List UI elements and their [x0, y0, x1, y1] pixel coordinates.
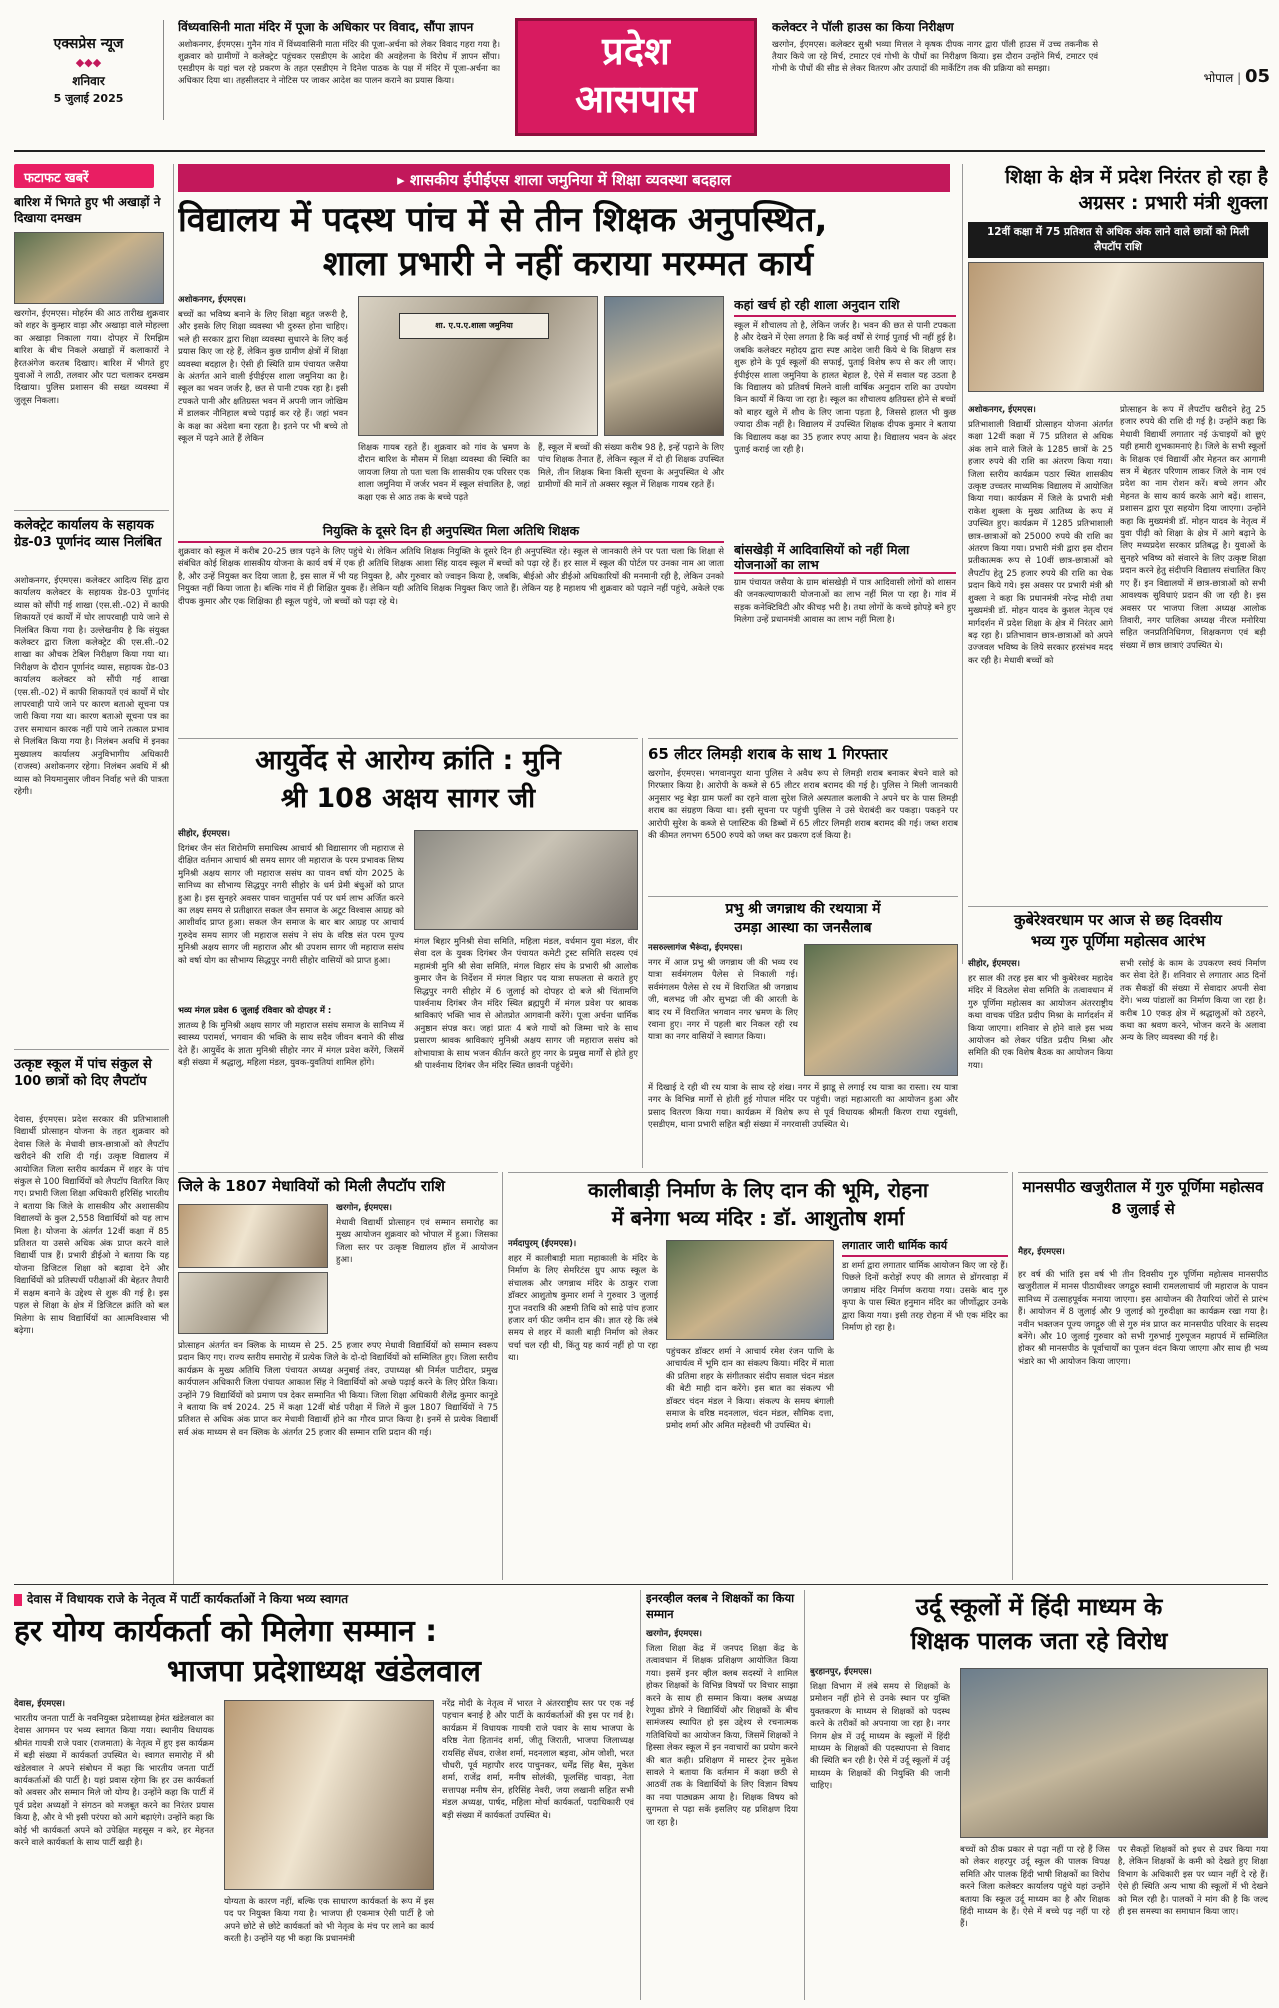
ayurveda-byline: सीहोर, ईएमएस। [178, 829, 230, 839]
liquor-top-rule [648, 738, 958, 739]
kalibadi-col1 [508, 1238, 658, 1576]
main-sub3-body: ग्राम पंचायत जसैया के ग्राम बांसखेड़ी में पात्र आदिवासी लोगों को शासन की जनकल्याणकारी योजनाओं का लाभ नहीं मिल पा रहा है। गांव में सड़क कनेक्टिविटी और कीचड़ भरी है। तथा लोगों के कच्चे झोपड़े बने हुए मिलेगा उन्हें प्रधानमंत्री आवास का लाभ नहीं मिला है। [734, 578, 956, 626]
kalibadi-sub-body: डा शर्मा द्वारा लगातार धार्मिक आयोजन किए जा रहे हैं। पिछले दिनों करोड़ों रुपए की लागत से डोंगरवाड़ा में जगन्नाथ मंदिर निर्माण कराया गया। उसके बाद गुरु कृपा के पास स्थित हनुमान मंदिर का जीर्णोद्धार उनके द्वारा किया गया। इसी तरह रोहना में भी एक मंदिर का निर्माण हो रहा है। [842, 1261, 1008, 1334]
laptop-story [178, 1176, 498, 1576]
left-teaser-body: अशोकनगर, ईएमएस। गुनैन गांव में विंध्यवासिनी माता मंदिर की पूजा-अर्चना को लेकर विवाद गहरा गया है। शुक्रवार को ग्रामीणों ने कलेक्ट्रेट पहुंचकर एसडीएम के आदेश की अवहेलना के विरोध में ज्ञापन सौंपा। एसडीएम के यहां चल रहे प्रकरण के तहत एसडीएम ने दिनेश पाठक के पक्ष में मंदिर में पूजा-अर्चना का अधिकार दिया था। तहसीलदार ने नोटिस पर जाकर आदेश का पालन कराने का प्रयास किया। [178, 39, 500, 85]
urdu-col1 [810, 1666, 950, 2000]
school-photo-building [358, 296, 598, 436]
ayurveda-col1 [178, 828, 404, 1168]
main-sub1-heading: नियुक्ति के दूसरे दिन ही अनुपस्थित मिला अतिथि शिक्षक [178, 522, 724, 543]
laptop-body: प्रोत्साहन अंतर्गत वन क्लिक के माध्यम से 25. 25 हजार रुपए मेधावी विद्यार्थियों को सम्मान स्वरूप प्रदान किए गए। राज्य स्तरीय समारोह में प्रत्येक जिले के दो-दो विद्यार्थियों को सम्मिलित हुए। जिला स्तरीय कार्यक्रम के मुख्य अतिथि जिला पंचायत अध्यक्ष अनुबाई तंवर, उपाध्यक्ष श्री निर्मल पाटीदार, प्रमुख कार्यपालन अधिकारी जिला पंचायत आकाश सिंह ने विद्यार्थियों को अच्छे पढ़ाई करने के लिए प्रेरित किया। उन्होंने 79 विद्यार्थियों को प्रमाण पत्र देकर सम्मानित भी किया। जिला शिक्षा अधिकारी शैलेंद्र कुमार कानूडे ने बताया कि वर्ष 2024. 25 में कक्षा 12वीं बोर्ड परीक्षा में जिले में कुल 1807 विद्यार्थियों ने 75 प्रतिशत से अधिक अंक प्राप्त कर मेधावी विद्यार्थी होने का गौरव प्राप्त किया है। इनमें से प्रत्येक विद्यार्थी सर्व अंक माध्यम से वन क्लिक के अंतर्गत 25 हजार की सम्मान राशि प्रदान की गई। [178, 1341, 498, 1438]
left-column-rule [173, 164, 174, 1584]
urdu-col2-body: बच्चों को ठीक प्रकार से पढ़ा नहीं पा रहे हैं जिस को लेकर शहरपुर उर्दू स्कूल की पालक विपक्ष समिति और पालक हिंदी भाषी शिक्षकों का विरोध करने जिला कलेक्टर कार्यालय पहुंचे यहां उन्होंने बताया कि स्कूल उर्दू माध्यम का है और शिक्षक हिंदी माध्यम के हैं। ऐसे में बच्चे पढ़ नहीं पा रहे हैं। [960, 1845, 1110, 1930]
ayurveda-story [178, 742, 638, 1168]
main-headline-line2: शाला प्रभारी ने नहीं कराया मरम्मत कार्य [322, 244, 814, 284]
rathyatra-byline: नसरुल्लागंज भैरूंदा, ईएमएस। [648, 943, 743, 953]
left-column [14, 164, 169, 1584]
kalibadi-subhead: लगातार जारी धार्मिक कार्य [842, 1238, 1008, 1257]
bjp-photo [224, 1700, 434, 1890]
ayurveda-headline-line1: आयुर्वेद से आरोग्य क्रांति : मुनि [255, 745, 561, 776]
rathyatra-headline-line2: उमड़ा आस्था का जनसैलाब [734, 920, 872, 936]
kuber-col2-body: सभी रसोई के काम के उपकरण स्वयं निर्माण कर सेवा देते हैं। शनिवार से लगातार आठ दिनों तक सैकड़ों की संख्या में सेवादार अपनी सेवा देंगे। भव्य पांडालों का निर्माण किया जा रहा है। करीब 10 एकड़ क्षेत्र में श्रद्धालुओं को ठहरने, कथा का श्रवण करने, भोजन करने के अलावा अन्य के लिए व्यवस्था की गई है। [1120, 959, 1266, 1044]
kalibadi-headline-line1: कालीबाड़ी निर्माण के लिए दान की भूमि, रोहना [587, 1178, 929, 1202]
liquor-headline: 65 लीटर लिमड़ी शराब के साथ 1 गिरफ्तार [648, 745, 888, 763]
paper-name: एक्सप्रेस न्यूज [53, 36, 124, 52]
mansapeeth-body: हर वर्ष की भांति इस वर्ष भी तीन दिवसीय गुरु पूर्णिमा महोत्सव मानसपीठ खजुरीताल में मानस पीठाधीश्वर जगद्गुरु स्वामी रामललाचार्य जी महाराज के पावन सानिध्य में उत्साहपूर्वक मनाया जाएगा। इस आयोजन की तैयारियां जोरों से प्रारंभ हैं। आयोजन में 8 जुलाई और 9 जुलाई को गुरुदीक्षा का कार्यक्रम रखा गया है। नवीन भक्तजन पूज्य जगद्गुरु जी से गुरु मंत्र प्राप्त कर मानसपीठ परिवार के सदस्य बनेंगे। और 10 जुलाई गुरुवार को सभी गुरुभाई गुरुपूजन महापर्व में सम्मिलित होकर श्री मानसपीठ के पूर्वाचार्यों का पूजन वंदन किया जाएगा और साथ ही भव्य भंडारे का भी आयोजन किया जाएगा। [1018, 1270, 1268, 1367]
rathyatra-body1: नगर में आज प्रभु श्री जगन्नाथ जी की भव्य रथ यात्रा सर्वमंगलम पैलेस से निकाली गई। सर्वमंगलम पैलेस से रथ में विराजित श्री जगन्नाथ जी, बलभद्र जी और सुभद्रा जी की आरती के बाद रथ में विराजित भगवान नगर भ्रमण के लिए रवाना हुए। नगर में पहली बार निकल रही रथ यात्रा का नगर वासियों ने स्वागत किया। [648, 958, 798, 1043]
main-col2-body: शिक्षक गायब रहते हैं। शुक्रवार को गांव के भ्रमण के दौरान बारिश के मौसम में शिक्षा व्यवस्था की स्थिति का जायजा लिया तो पता चला कि शासकीय एक परिसर एक शाला जमुनिया में जर्जर भवन में स्कूल संचालित है, जहां कक्षा एक से आठ तक के बच्चे पढ़ते [358, 443, 530, 503]
bjp-byline: देवास, ईएमएस। [14, 1699, 66, 1709]
bjp-headline-line2: भाजपा प्रदेशाध्यक्ष खंडेलवाल [167, 1654, 481, 1689]
section-title-line2: आसपास [575, 77, 697, 121]
ayurveda-sub-body: ज्ञातव्य है कि मुनिश्री अक्षय सागर जी महाराज ससंघ समाज के सानिध्य में स्वास्थ्य परामर्श, भगवान की भक्ति के साथ सदैव जीवन बनाने की सीख देते हैं। आयुर्वेद के ज्ञाता मुनिश्री सीहोर नगर में मंगल प्रवेश करेंगे, जिसमें बड़ी संख्या में श्रद्धालु, महिला मंडल, युवक-युवतियां शामिल होंगे। [178, 1021, 404, 1069]
folio-page-number: 05 [1244, 66, 1270, 87]
innerwheel-body: जिला शिक्षा केंद्र में जनपद शिक्षा केंद्र के तत्वावधान में शिक्षक प्रशिक्षण आयोजित किया गया। इसमें इनर व्हील क्लब सदस्यों ने शामिल होकर शिक्षकों के विभिन्न विषयों पर विचार साझा करने के साथ ही सम्मान किया। क्लब अध्यक्ष रेणुका डोंगरे ने विद्यार्थियों और शिक्षकों के बीच सामंजस्य स्थापित हो इस उद्देश्य से रचनात्मक गतिविधियों का आयोजन किया, जिसमें शिक्षकों ने हिस्सा लेकर स्कूल में इन नवाचारों का प्रयोग करने की बात कही। प्रशिक्षण में मास्टर ट्रेनर मुकेश सावले ने बताया कि वर्तमान में कक्षा छठी से आठवीं तक के विद्यार्थियों के लिए विज्ञान विषय का नया पाठ्यक्रम आया है। शिक्षक विषय को सुगमता से पढ़ा सकें इसलिए यह प्रशिक्षण दिया जा रहा है। [646, 1644, 798, 1828]
kuber-top-rule [968, 906, 1268, 907]
main-sub3-heading: बांसखेड़ी में आदिवासियों को नहीं मिला योजनाओं का लाभ [734, 542, 956, 574]
innerwheel-headline: इनरव्हील क्लब ने शिक्षकों का किया सम्मान [646, 1591, 795, 1621]
school-photo-classroom [604, 296, 724, 436]
main-sub2-body: स्कूल में शौचालय तो है, लेकिन जर्जर है। भवन की छत से पानी टपकता है और देखने में ऐसा लगता है कि कई वर्षों से रंगाई पुताई भी नहीं हुई है। जबकि कलेक्टर महोदय द्वारा स्पष्ट आदेश जारी किये थे कि शिक्षण सत्र शुरू होने के पूर्व स्कूलों की सफाई, पुताई विशेष रूप से कर ली जाए। ईपीईएस शाला जमुनिया के हालत बेहाल है, ऐसे में सवाल यह उठता है कि विद्यालय को प्रतिवर्ष मिलने वाली वार्षिक अनुदान राशि का उपयोग किन कार्यों में किया जा रहा है। स्कूल का शौचालय क्षतिग्रस्त होने से बच्चों को बाहर खुले में शौच के लिए जाना पड़ता है, जिससे हालत भी कुछ ज्यादा ठीक नहीं है। विद्यालय में उपस्थित शिक्षक दीपक कुमार ने बताया कि विद्यालय कक्ष का 35 हजार रुपए आया है। विद्यालय भवन के अंदर पुताई कराई जा रही है। [734, 321, 956, 456]
innerwheel-byline: खरगोन, ईएमएस। [646, 1629, 702, 1639]
right-col1-body: प्रतिभाशाली विद्यार्थी प्रोत्साहन योजना अंतर्गत कक्षा 12वीं कक्षा में 75 प्रतिशत से अधिक अंक लाने वाले जिले के 1285 छात्रों के 25 हजार रुपये की राशि का अंतरण किया गया। जिला स्तरीय कार्यक्रम पठार स्थित शासकीय उत्कृष्ट उच्चतर माध्यमिक विद्यालय में आयोजित किया गया। कार्यक्रम में जिले के प्रभारी मंत्री राकेश शुक्ला के मुख्य आतिथ्य के रूप में उपस्थित हुए। कार्यक्रम में 1285 प्रतिभाशाली छात्र-छात्राओं को 25000 रुपये की राशि का अंतरण किया गया। प्रभारी मंत्री द्वारा इस दौरान प्रतीकात्मक रूप से 10वीं छात्र-छात्राओं को लैपटॉप हेतु 25 हजार रुपये की राशि का चेक प्रदान किये गये। इस अवसर पर प्रभारी मंत्री श्री शुक्ला ने कहा कि प्रधानमंत्री नरेन्द्र मोदी तथा मुख्यमंत्री डॉ. मोहन यादव के कुशल नेतृत्व एवं मार्गदर्शन में प्रदेश शिक्षा के क्षेत्र में निरंतर आगे बढ़ रहा है। प्रतिभावान छात्र-छात्राओं को अपने उज्जवल भविष्य के लिये सरकार हरसंभव मदद कर रही है। मेधावी बच्चों को [968, 420, 1113, 666]
left-column-header: फटाफट खबरें [14, 164, 154, 188]
laptop-photo-1 [178, 1204, 328, 1268]
left-teaser-headline: विंध्यवासिनी माता मंदिर में पूजा के अधिकार पर विवाद, सौंपा ज्ञापन [178, 20, 474, 34]
laptop-intro-col [336, 1202, 498, 1334]
story3-body: देवास, ईएमएस। प्रदेश सरकार की प्रतिभाशाली विद्यार्थी प्रोत्साहन योजना के तहत शुक्रवार को देवास जिले के मेधावी छात्र-छात्राओं को लैपटॉप खरीदने की राशि दी गई। उत्कृष्ट विद्यालय में आयोजित जिला स्तरीय कार्यक्रम में शहर के पांच संकुल से 100 विद्यार्थियों को लैपटॉप वितरित किए गए। प्रभारी जिला शिक्षा अधिकारी हरिसिंह भारतीय ने बताया कि जिले के शासकीय और अशासकीय विद्यालयों के कुल 2,558 विद्यार्थियों को यह लाभ मिला है। योजना के अंतर्गत 12वीं कक्षा में 85 प्रतिशत या उससे अधिक अंक प्राप्त करने वाले विद्यार्थी पात्र हैं। प्रभारी डीईओ ने बताया कि यह योजना डिजिटल शिक्षा को बढ़ावा देने और विद्यार्थियों को प्रतिस्पर्धी परीक्षाओं की बेहतर तैयारी में सक्षम बनाने के उद्देश्य से शुरू की गई है। इस पहल से शिक्षा के क्षेत्र में डिजिटल क्रांति को बल मिलेगा के साथ विद्यार्थियों का आत्मविश्वास भी बढ़ेगा। [14, 1115, 169, 1336]
story2-body: अशोकनगर, ईएमएस। कलेक्टर आदित्य सिंह द्वारा कार्यालय कलेक्टर के सहायक ग्रेड-03 पूर्णानंद व्यास को सौंपी गई शाखा (एस.सी.-02) में काफी शिकायतें एवं कार्यों में घोर लापरवाही पाये जाने से निलंबित किया गया है। उल्लेखनीय है कि संयुक्त कलेक्टर द्वारा जिला कलेक्ट्रेट की एस.सी.-02 शाखा का औचक टेबिल निरीक्षण किया गया था। निरीक्षण के दौरान पूर्णानंद व्यास, सहायक ग्रेड-03 कार्यालय कलेक्टर को सौंपी गई शाखा (एस.सी.-02) में काफी शिकायतें एवं कार्यों में घोर लापरवाही पाये जाने पर कारण बताओ सूचना पत्र जारी किया गया था। कारण बताओ सूचना पत्र का उत्तर समाधान कारक नहीं पाये जाने तत्काल प्रभाव से निलंबित किया गया है। निलंबन अवधि में इनका मुख्यालय कार्यालय अनुविभागीय अधिकारी (राजस्व) अशोकनगर रहेगा। निलंबन अवधि में श्री व्यास को नियमानुसार जीवन निर्वाह भत्ते की पात्रता रहेगी। [14, 576, 169, 797]
kalibadi-byline: नर्मदापुरम् (ईएमएस)। [508, 1239, 577, 1249]
masthead-rule [14, 150, 1265, 152]
story1-body: खरगोन, ईएमएस। मोहर्रम की आठ तारीख शुक्रवार को शहर के कुम्हार वाड़ा और अखाड़ा वाले मोहल्ला का अखाड़ा निकाला गया। दोपहर में रिमझिम बारिश के बीच निकले अखाड़ों में कलाकारों ने हैरतअंगेज करतब दिखाए। बारिश में भीगते हुए युवाओं ने लाठी, तलवार और पटा चलाकर दमखम दिखाया। पुलिस प्रशासन की सख्त व्यवस्था में जुलूस निकला। [14, 309, 169, 406]
bjp-col2-body: नरेंद्र मोदी के नेतृत्व में भारत ने अंतरराष्ट्रीय स्तर पर एक नई पहचान बनाई है और पार्टी के कार्यकर्ताओं की इस पर गर्व है। कार्यक्रम में विधायक गायत्री राजे पवार के साथ भाजपा के वरिष्ठ नेता हितानंद शर्मा, जीतू जिराती, भाजपा जिलाध्यक्ष रायसिंह सेंधव, राजेश शर्मा, मदनलाल बड़वा, ओम जोशी, भरत चौधरी, पूर्व महापौर शरद पाचुनकर, धर्मेंद्र सिंह बैस, मुकेश शर्मा, राजेंद्र शर्मा, मनीष सोलंकी, फूलसिंह चावड़ा, नेता सत्तापक्ष मनीष सेन, हरिसिंह नेवरी, जया लखानी सहित सभी मंडल अध्यक्ष, पार्षद, महिला मोर्चा कार्यकर्ता, पदाधिकारी एवं बड़ी संख्या में कार्यकर्ता उपस्थित थे। [442, 1699, 634, 1821]
urdu-photo [960, 1668, 1268, 1838]
main-story [178, 164, 958, 734]
ayurveda-rule [642, 738, 643, 1168]
kuber-headline-line1: कुबेरेश्वरधाम पर आज से छह दिवसीय [1014, 911, 1222, 929]
kuber-headline-line2: भव्य गुरु पूर्णिमा महोत्सव आरंभ [1030, 932, 1206, 950]
urdu-byline: बुरहानपुर, ईएमएस। [810, 1667, 872, 1677]
laptop-headline: जिले के 1807 मेधावियों को मिली लैपटॉप राशि [178, 1177, 445, 1195]
right-col2-body: प्रोत्साहन के रूप में लैपटॉप खरीदने हेतु 25 हजार रुपये की राशि दी गई है। उन्होंने कहा कि मेधावी विद्यार्थी लगातार नई ऊंचाइयों को छूएं यही हमारी शुभकामनाएं है। जिले के सभी स्कूलों के शिक्षक एवं विद्यार्थी और मेहनत कर आगामी सत्र में बेहतर परिणाम लाकर जिले के नाम एवं प्रदेश का नाम रोशन करें। बच्चे लगन और मेहनत के साथ कार्य करके आगे बढ़ें। शासन, प्रशासन द्वारा पूरा सहयोग दिया जाएगा। उन्होंने कहा कि मुख्यमंत्री डॉ. मोहन यादव के नेतृत्व में युवा पीढ़ी को शिक्षा के क्षेत्र में आगे बढ़ाने के लिए मध्यप्रदेश सरकार प्रतिबद्ध है। युवाओं के सुनहरे भविष्य को संवारने के लिए उत्कृष्ट शिक्षा प्रदान करने हेतु संदीपनि विद्यालय संचालित किए गए हैं। इन विद्यालयों में छात्र-छात्राओं को सभी आवश्यक सुविधाएं प्रदान की जा रही है। इस अवसर पर भाजपा जिला अध्यक्ष आलोक तिवारी, नगर पालिका अध्यक्ष नीरज मनोरिया सहित जनप्रतिनिधिगण, शिक्षकगण एवं बड़ी संख्या में छात्र छात्राएं उपस्थित थे। [1120, 405, 1266, 651]
ayurveda-headline-line2: श्री 108 अक्षय सागर जी [280, 783, 536, 814]
bjp-kicker [14, 1590, 634, 1608]
left-divider-1 [14, 510, 169, 511]
story1-photo [14, 232, 164, 304]
bjp-col1 [14, 1698, 214, 1998]
ayurveda-subhead: भव्य मंगल प्रवेश 6 जुलाई रविवार को दोपहर में : [178, 1006, 332, 1016]
issue-day: शनिवार [72, 74, 105, 88]
diamond-ornament-icon: ◆◆◆ [75, 56, 102, 69]
bjp-col1-body: भारतीय जनता पार्टी के नवनियुक्त प्रदेशाध्यक्ष हेमंत खंडेलवाल का देवास आगमन पर भव्य स्वागत किया गया। स्थानीय विधायक श्रीमंत गायत्री राजे पवार (राजमाता) के नेतृत्व में हुए इस कार्यक्रम में बड़ी संख्या में कार्यकर्ता उपस्थित थे। स्वागत समारोह में श्री खंडेलवाल ने अपने संबोधन में कहा कि भारतीय जनता पार्टी कार्यकर्ताओं की पार्टी है। यहां प्रवास रहेगा कि हर उस कार्यकर्ता को अवसर और सम्मान मिले जो योग्य है। उन्होंने कहा कि पार्टी में पूर्व प्रदेश अध्यक्षों ने संगठन को मजबूत करने का निरंतर प्रयास किया है, और वे भी इसी परंपरा को आगे बढ़ाएंगे। उन्होंने कहा कि कोई भी कार्यकर्ता अपने को उपेक्षित महसूस न करे, हर मेहनत करने वाले कार्यकर्ता के साथ पार्टी खड़ी है। [14, 1714, 214, 1849]
main-sub2 [734, 296, 956, 536]
rathyatra-body2: में दिखाई दे रही थी रथ यात्रा के साथ रहे शंख। नगर में झाडू से लगाई रथ यात्रा का रास्ता। रथ यात्रा नगर के विभिन्न मार्गों से होती हुई गोपाल मंदिर पर पहुंची। जहां महाआरती का आयोजन हुआ और प्रसाद वितरण किया गया। कार्यक्रम में विशेष रूप से पूर्व विधायक श्रीमती किरण राधा रघुवंशी, एसडीएम, थाना प्रभारी सहित बड़ी संख्या में नगरवासी उपस्थित थे। [648, 1083, 958, 1131]
laptop-byline: खरगोन, ईएमएस। [336, 1203, 392, 1213]
main-col1-body: बच्चों का भविष्य बनाने के लिए शिक्षा बहुत जरूरी है, और इसके लिए शिक्षा व्यवस्था भी दुरुस्त होना चाहिए। भले ही सरकार द्वारा शिक्षा व्यवस्था सुधारने के लिए कई प्रयास किए जा रहे हैं, लेकिन कुछ ग्रामीण क्षेत्रों में शिक्षा व्यवस्था बदहाल है। ऐसी ही स्थिति ग्राम पंचायत जसैया के अंतर्गत आने वाली ईपीईएस शाला जमुनिया का है। स्कूल का भवन जर्जर है, छत से पानी टपक रहा है। इसी टपकते पानी और क्षतिग्रस्त भवन में अपनी जान जोखिम में डालकर नौनिहाल बच्चे पढ़ाई कर रहे हैं। जहां भवन के कक्ष का अंदेशा बना रहता है। इतने पर भी बच्चे तो स्कूल में पढ़ने आते हैं लेकिन [178, 310, 348, 445]
bottom-section-rule [14, 1584, 1268, 1585]
kuber-story [968, 910, 1268, 1168]
masthead-date-box [14, 20, 164, 120]
left-divider-2 [14, 1049, 169, 1050]
bjp-caption-body: योग्यता के कारण नहीं, बल्कि एक साधारण कार्यकर्ता के रूप में इस पद पर नियुक्त किया गया है। भाजपा ही एकमात्र ऐसी पार्टी है जो अपने छोटे से छोटे कार्यकर्ता को भी नेतृत्व के मंच पर लाने का कार्य करती है। उन्होंने यह भी कहा कि प्रधानमंत्री [224, 1897, 434, 1945]
kalibadi-story [508, 1176, 1008, 1576]
bjp-kicker-marker-icon [14, 1594, 22, 1606]
right-teaser-headline: कलेक्टर ने पॉली हाउस का किया निरीक्षण [772, 20, 954, 34]
section-title-block [515, 18, 757, 136]
kalibadi-photo [666, 1240, 834, 1340]
innerwheel-story [646, 1590, 798, 2000]
ayurveda-col2-body: मंगल बिहार मुनिश्री सेवा समिति, महिला मंडल, वर्धमान युवा मंडल, वीर सेवा दल के युवक दिगंबर जैन पंचायत कमेटी ट्रस्ट समिति सदस्य एवं महामंत्री मुनि श्री सेवा समिति, मंगल विहार संघ के प्रभारी श्री आलोक कुमार जैन के निर्देशन में मंगल विहार पद यात्रा सफलता से कराते हुए सिद्धपुर नगरी सीहोर में 6 जुलाई को दोपहर दो बजे श्री चिंतामणि पार्श्वनाथ दिगंबर जैन मंदिर स्थित ब्रह्मपुरी में मंगल प्रवेश पर श्रावक श्राविकाएं भक्ति भाव से ओतप्रोत आगवानी करेंगे। पूजा अर्चना धार्मिक अनुष्ठान संपन्न कर। जहां प्रातः 4 बजे गायों को जिम्मा चारे के साथ प्रसारण श्रावक श्राविकाएं मुनिश्री अक्षय सागर जी महाराज ससंघ को शोभायात्रा के साथ भजन कीर्तन करते हुए नगर के प्रमुख मार्गों से होते हुए श्री पार्श्वनाथ दिगंबर जैन मंदिर स्थित छावनी पहुंचेंगे। [414, 937, 638, 1072]
urdu-headline-line1: उर्दू स्कूलों में हिंदी माध्यम के [915, 1593, 1163, 1621]
kuber-col1-body: हर साल की तरह इस बार भी कुबेरेश्वर महादेव मंदिर में विठलेश सेवा समिति के तत्वावधान में गुरु पूर्णिमा महोत्सव का आयोजन अंतरराष्ट्रीय कथा वाचक पंडित प्रदीप मिश्रा के मार्गदर्शन में किया जाएगा। शनिवार से होने वाले इस भव्य आयोजन को लेकर पंडित प्रदीप मिश्रा और समिति की एक विशेष बैठक का आयोजन किया गया। [968, 974, 1113, 1071]
laptop-photo-2 [178, 1272, 328, 1334]
kalibadi-col1-body: शहर में कालीबाड़ी माता महाकाली के मंदिर के निर्माण के लिए सेमरिटंस ग्रुप आफ स्कूल के संचालक और जगन्नाथ मंदिर के ठाकुर राजा डॉक्टर आशुतोष कुमार शर्मा ने गुरुवार 3 जुलाई गुप्त नवरात्रि की अष्टमी तिथि को साढ़े पांच हजार हजार वर्ग फीट जमीन दान की। ज्ञात रहे कि लंबे समय से शहर में काली बाड़ी निर्माण को लेकर चर्चा चल रही थी, किंतु यह कार्य नहीं हो पा रहा था। [508, 1254, 658, 1364]
kalibadi-col2-body: पहुंचकर डॉक्टर शर्मा ने आचार्य रमेश रंजन पाणि के आचार्यत्व में भूमि दान का संकल्प किया। मंदिर में माता की प्रतिमा शहर के संगीतकार संदीप सवाल चंदन मंडल की बेटी माही दान करेंगे। इस बात का संकल्प भी डॉक्टर चंदन मंडल ने किया। संकल्प के समय बंगाली समाज के वरिष्ठ मदनलाल, चंदन मंडल, सौमिक दत्ता, प्रमोद शर्मा और अमित महेश्वरी भी उपस्थित थे। [666, 1347, 834, 1432]
right-byline: अशोकनगर, ईएमएस। [968, 405, 1036, 415]
right-story-photo [968, 262, 1264, 392]
main-sub3 [734, 542, 956, 642]
story3-headline: उत्कृष्ट स्कूल में पांच संकुल से 100 छात्रों को दिए लैपटॉप [14, 1057, 152, 1089]
liquor-body: खरगोन, ईएमएस। भगवानपुरा थाना पुलिस ने अवैध रूप से लिमड़ी शराब बनाकर बेचने वाले को गिरफ्तार किया है। आरोपी के कब्जे से 65 लीटर शराब बरामद की गई है। पुलिस ने मिली जानकारी अनुसार भट्ट बेड़ा ग्राम फलाँ का रहने वाला सुरेश जिले अस्पताल कलाकी ने अपने घर के पास लिमड़ी शराब का संग्रहण किया था। इसी सूचना पर पहुंची पुलिस ने उसे घेराबंदी कर पकड़ा। पकड़ने पर आरोपी सुरेश के कब्जे से प्लास्टिक की डिब्बों में 65 लीटर लिमड़ी शराब बरामद की गई। जब्त शराब की कीमत लगभग 6500 रुपये को जब्त कर प्रकरण दर्ज किया है। [648, 769, 958, 842]
ayurveda-top-rule [178, 738, 638, 739]
bjp-rule [640, 1590, 641, 2000]
section-title-line1: प्रदेश [602, 29, 670, 73]
left-teaser [178, 20, 500, 136]
rathyatra-headline-line1: प्रभु श्री जगन्नाथ की रथयात्रा में [725, 901, 881, 917]
kalibadi-headline-line2: में बनेगा भव्य मंदिर : डॉ. आशुतोष शर्मा [611, 1206, 905, 1230]
mansapeeth-story [1018, 1176, 1268, 1576]
urdu-story [810, 1590, 1268, 2000]
main-sub1 [178, 522, 724, 632]
innerwheel-rule [804, 1590, 805, 2000]
story1-headline: बारिश में भिगते हुए भी अखाड़ों ने दिखाया दमखम [14, 195, 161, 225]
ayurveda-photo [414, 830, 638, 930]
right-teaser [772, 20, 1098, 136]
story2-headline: कलेक्ट्रेट कार्यालय के सहायक ग्रेड-03 पूर्णानंद व्यास निलंबित [14, 518, 162, 550]
liquor-story [648, 744, 958, 894]
kuber-byline: सीहोर, ईएमएस। [968, 959, 1020, 969]
right-story [968, 164, 1268, 924]
issue-date: 5 जुलाई 2025 [53, 92, 124, 105]
rathyatra-top-rule [648, 896, 958, 897]
mansapeeth-top-rule [1018, 1172, 1268, 1173]
mansapeeth-byline: मैहर, ईएमएस। [1018, 1247, 1065, 1257]
bjp-kicker-text: देवास में विधायक राजे के नेतृत्व में पार्टी कार्यकर्ताओं ने किया भव्य स्वागत [27, 1592, 349, 1606]
kalibadi-rule [1012, 1172, 1013, 1580]
main-right-rule [962, 164, 963, 964]
urdu-headline-line2: शिक्षक पालक जता रहे विरोध [910, 1627, 1168, 1655]
bjp-story [14, 1590, 634, 2000]
right-subhead: 12वीं कक्षा में 75 प्रतिशत से अधिक अंक लाने वाले छात्रों को मिली लैपटॉप राशि [968, 222, 1268, 258]
ayurveda-col1-body: दिगंबर जैन संत शिरोमणि समाधिस्थ आचार्य श्री विद्यासागर जी महाराज से दीक्षित वर्तमान आचार्य श्री समय सागर जी महाराज के परम प्रभावक शिष्य मुनिश्री अक्षय सागर जी महाराज ससंघ का पावन वर्षा योग 2025 के सानिध्य का सौभाग्य सिद्धपुर नगरी सीहोर के धर्म प्रेमी बंधुओं को प्राप्त हुआ है। इस सुनहरे अवसर पावन चातुर्मास पर्व पर धर्म लाभ अर्जित करने का लक्ष्य समय से प्रतीक्षारत सकल जैन समाज के अटूट विश्वास आग्रह को आशीर्वाद प्राप्त हुआ। सकल जैन समाज के बार बार आग्रह पर आचार्य गुरुदेव समय सागर जी महाराज ससंघ ने संघ के वरिष्ठ संत परम पूज्य मुनिश्री अक्षय सागर जी महाराज और श्री उपशम सागर जी महाराज ससंघ को वर्षा योग का सौभाग्य सिद्धपुर नगरी सीहोर वासियों को प्राप्त हुआ। [178, 844, 404, 966]
main-headline-line1: विद्यालय में पदस्थ पांच में से तीन शिक्षक अनुपस्थित, [178, 200, 828, 240]
kicker-arrow-icon: ▸ [397, 171, 410, 189]
main-col1 [178, 294, 348, 518]
laptop-top-rule [178, 1172, 498, 1173]
right-col1 [968, 404, 1113, 924]
laptop-intro: मेधावी विद्यार्थी प्रोत्साहन एवं सम्मान समारोह का मुख्य आयोजन शुक्रवार को भोपाल में हुआ। जिसका जिला स्तर पर उत्कृष्ट विद्यालय हॉल में आयोजन हुआ। [336, 1218, 498, 1266]
main-story-kicker [178, 164, 950, 192]
kuber-col1 [968, 958, 1113, 1168]
school-sign: शा. ए.प.ए.शाला जमुनिया [399, 313, 549, 339]
urdu-col1-body: शिक्षा विभाग में लंबे समय से शिक्षकों के प्रमोशन नहीं होने से उनके स्थान पर युक्ति युक्तकरण के माध्यम से शिक्षकों को पदस्थ करने के तरीकों को अपनाया जा रहा है। नगर निगम क्षेत्र में उर्दू माध्यम के स्कूलों में हिंदी माध्यम के शिक्षकों की पदस्थापना से विवाद की स्थिति बन रही है। ऐसे में उर्दू स्कूलों में उर्दू माध्यम के शिक्षकों की नियुक्ति की जानी चाहिए। [810, 1682, 950, 1792]
right-teaser-body: खरगोन, ईएमएस। कलेक्टर सुश्री भव्या मित्तल ने कृषक दीपक नागर द्वारा पॉली हाउस में उच्च तकनीक से तैयार किये जा रहे मिर्च, टमाटर एवं गोभी के पौधों का निरीक्षण किया। इस दौरान उन्होंने मिर्च, टमाटर एवं गोभी के पौधों की सीड से लेकर वितरण और उत्पादों की मार्केटिंग तक की प्रक्रिया को समझा। [772, 39, 1098, 73]
folio-divider: | [1237, 71, 1245, 85]
masthead [0, 0, 1279, 160]
right-headline: शिक्षा के क्षेत्र में प्रदेश निरंतर हो रहा है अग्रसर : प्रभारी मंत्री शुक्ला [1005, 166, 1268, 214]
main-sub1-body: शुक्रवार को स्कूल में करीब 20-25 छात्र पढ़ने के लिए पहुंचे थे। लेकिन अतिथि शिक्षक नियुक्ति के दूसरे दिन ही अनुपस्थित रहे। स्कूल से जानकारी लेने पर पता चला कि शिक्षा से संबंधित कोई शिक्षक शासकीय योजना के कार्य वर्ष में एक ही अतिथि शिक्षक आशा सिंह यादव स्कूल में बच्चों को पढ़ा रहे हैं। हर साल में स्कूल की पोर्टल पर उनका नाम आ जाता है, और उन्हें नियुक्त कर दिया जाता है, इस साल में भी यह नियुक्त है, और गुरुवार को ज्वाइन किया है, जबकि, बीईओ और डीईओ अधिकारियों की मनमानी रही है, लेकिन उनको नियुक्त नहीं किया जाता है। बल्कि गांव में ही शिक्षित युवक हैं। लेकिन यही अतिथि शिक्षक नियुक्त किए जाते हैं। लेकिन यह है महाशय भी शुक्रवार को पढ़ाने नहीं पहुंचे, अकेले एक दीपक कुमार और एक शिक्षिका ही स्कूल पहुंचे, जो बच्चों को पढ़ा रहे थे। [178, 547, 724, 607]
rathyatra-story [648, 900, 958, 1168]
bjp-headline-line1: हर योग्य कार्यकर्ता को मिलेगा सम्मान : [14, 1614, 438, 1649]
rathyatra-col1 [648, 942, 798, 1078]
main-byline: अशोकनगर, ईएमएस। [178, 295, 246, 305]
laptop-rule [502, 1172, 503, 1580]
urdu-col3-body: पर सैकड़ों शिक्षकों को इधर से उधर किया गया है, लेकिन शिक्षकों के कमी को देखते हुए शिक्षा विभाग के अधिकारी इस पर ध्यान नहीं दे रहे हैं। ऐसे ही स्थिति अन्य भाषा की स्कूलों में भी देखने को मिल रही है। पालकों ने मांग की है कि जल्द ही इस समस्या का समाधान किया जाए। [1118, 1845, 1268, 1918]
main-story-kicker-text: शासकीय ईपीईएस शाला जमुनिया में शिक्षा व्यवस्था बदहाल [409, 171, 731, 189]
main-sub2-heading: कहां खर्च हो रही शाला अनुदान राशि [734, 296, 956, 317]
page-folio [1160, 66, 1270, 90]
folio-city: भोपाल [1203, 71, 1234, 85]
main-col3-body: हैं, स्कूल में बच्चों की संख्या करीब 98 है, इन्हें पढ़ाने के लिए पांच शिक्षक तैनात हैं, लेकिन स्कूल में दो ही शिक्षक उपस्थित मिले, तीन शिक्षक बिना किसी सूचना के अनुपस्थित थे और ग्रामीणों की मानें तो अक्सर स्कूल में शिक्षक गायब रहते हैं। [538, 443, 724, 491]
mansapeeth-headline: मानसपीठ खजुरीताल में गुरु पूर्णिमा महोत्सव 8 जुलाई से [1022, 1178, 1264, 1218]
rathyatra-photo [804, 944, 958, 1076]
kalibadi-sidebar [842, 1238, 1008, 1574]
kalibadi-top-rule [508, 1172, 1008, 1173]
